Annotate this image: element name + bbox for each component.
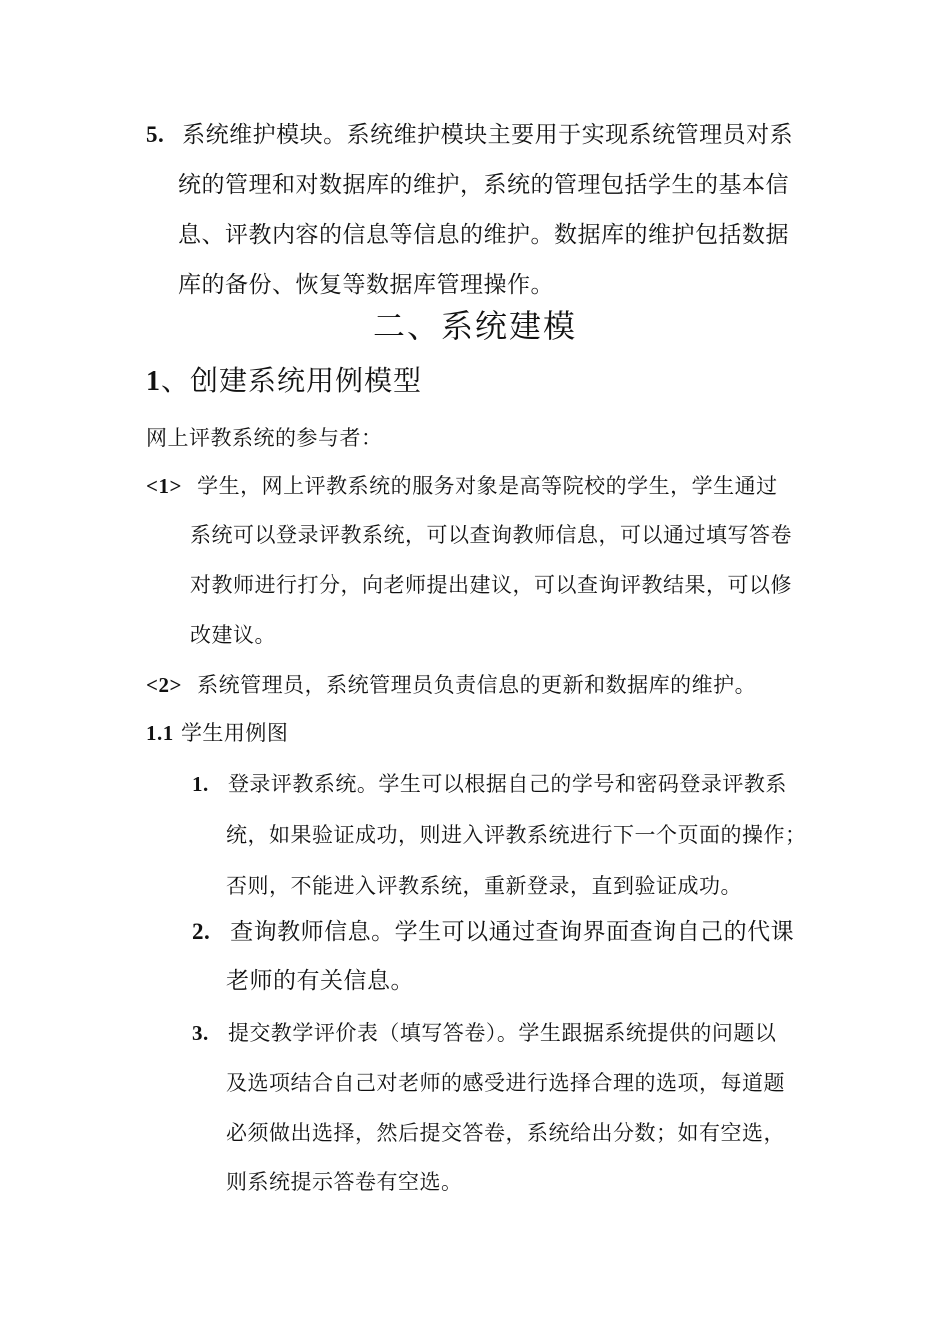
- participant1-line-1: 学生，网上评教系统的服务对象是高等院校的学生，学生通过: [197, 474, 778, 498]
- usecase1-first-line: [192, 769, 787, 799]
- participant2-text: 系统管理员，系统管理员负责信息的更新和数据库的维护。: [197, 673, 757, 697]
- item5-number: 5.: [146, 122, 165, 147]
- usecase1-line-2: 统，如果验证成功，则进入评教系统进行下一个页面的操作；: [226, 823, 807, 847]
- participant2-line: [146, 670, 756, 700]
- usecase3-number: 3.: [192, 1021, 209, 1045]
- usecase2-line-1: 查询教师信息。学生可以通过查询界面查询自己的代课: [230, 919, 795, 945]
- usecase1-line-1: 登录评教系统。学生可以根据自己的学号和密码登录评教系: [227, 772, 787, 796]
- item5-line-4: 库的备份、恢复等数据库管理操作。: [178, 272, 554, 298]
- participant1-tag: <1>: [146, 474, 182, 498]
- item5-line-2: 统的管理和对数据库的维护，系统的管理包括学生的基本信: [178, 172, 789, 198]
- participant2-tag: <2>: [146, 673, 182, 697]
- usecase3-line-2: 及选项结合自己对老师的感受进行选择合理的选项，每道题: [226, 1071, 785, 1095]
- subsection-title: 、创建系统用例模型: [161, 364, 423, 397]
- usecase2-first-line: [192, 917, 794, 947]
- subsection-number: 1: [146, 366, 161, 397]
- participants-intro: 网上评教系统的参与者：: [146, 426, 383, 450]
- item5-first-line: [146, 120, 793, 150]
- usecase3-line-3: 必须做出选择，然后提交答卷，系统给出分数；如有空选，: [226, 1121, 785, 1145]
- section-title: 二、系统建模: [372, 307, 577, 345]
- usecase1-number: 1.: [192, 772, 209, 796]
- usecase1-line-3: 否则，不能进入评教系统，重新登录，直到验证成功。: [226, 874, 742, 898]
- usecase3-first-line: [192, 1018, 776, 1048]
- usecase3-line-4: 则系统提示答卷有空选。: [226, 1170, 463, 1194]
- participant1-line-4: 改建议。: [190, 623, 276, 647]
- sub11-title: 学生用例图: [180, 721, 289, 745]
- usecase2-number: 2.: [192, 919, 211, 944]
- participant1-line-2: 系统可以登录评教系统，可以查询教师信息，可以通过填写答卷: [190, 523, 792, 547]
- usecase3-line-1: 提交教学评价表（填写答卷）。学生跟据系统提供的问题以: [227, 1021, 777, 1045]
- sub11-number: 1.1: [146, 721, 174, 745]
- usecase2-line-2: 老师的有关信息。: [226, 968, 414, 994]
- subsection-heading: [146, 363, 422, 400]
- item5-line-3: 息、评教内容的信息等信息的维护。数据库的维护包括数据: [178, 222, 789, 248]
- participant1-first-line: [146, 471, 778, 501]
- sub11-heading: [146, 718, 288, 748]
- participant1-line-3: 对教师进行打分，向老师提出建议，可以查询评教结果，可以修: [190, 573, 792, 597]
- item5-line-1: 系统维护模块。系统维护模块主要用于实现系统管理员对系: [182, 122, 794, 148]
